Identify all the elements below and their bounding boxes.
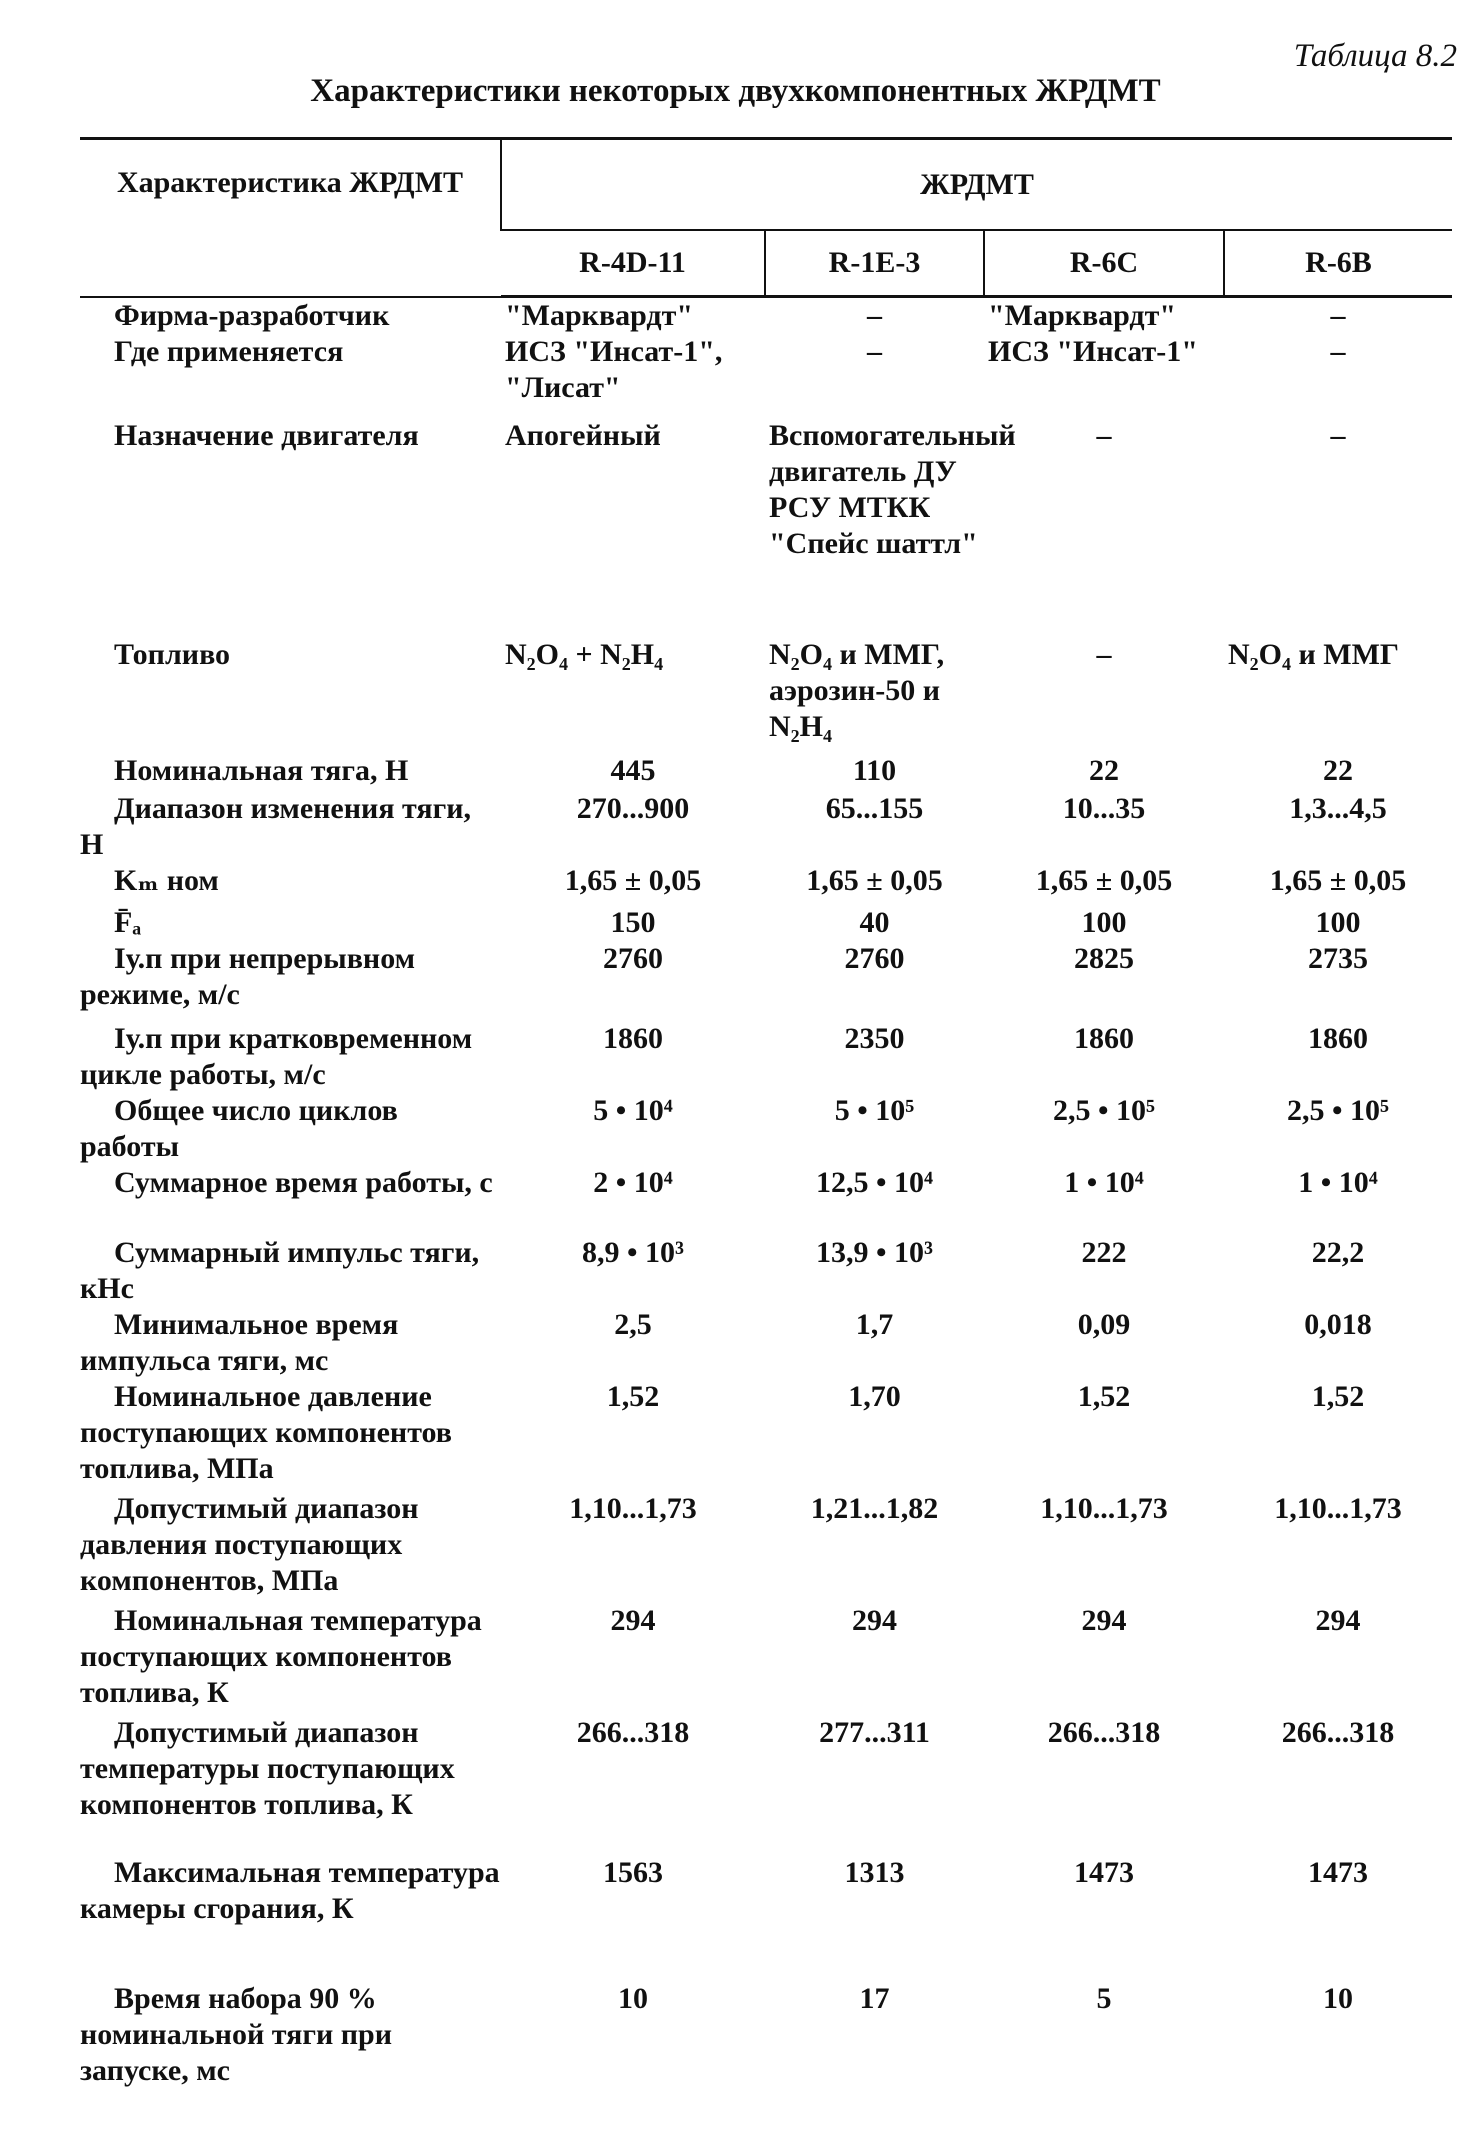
row-value: 40 <box>859 906 890 939</box>
row-value: 22 <box>1089 754 1119 787</box>
table-row <box>80 753 1452 791</box>
row-value: N₂O₄ и ММГ <box>1228 638 1399 671</box>
header-model-r6b: R-6B <box>1224 230 1452 297</box>
row-value: 110 <box>852 754 897 787</box>
table-row <box>80 1021 1452 1093</box>
row-characteristic: Топливо <box>114 638 231 671</box>
row-value: 294 <box>1081 1604 1127 1637</box>
row-value: 270...900 <box>576 792 690 825</box>
row-value: 5 • 10⁵ <box>834 1094 915 1127</box>
row-value: – <box>1096 419 1112 452</box>
row-value: 1,52 <box>1077 1380 1131 1413</box>
table-row <box>80 297 1452 335</box>
row-characteristic: Где применяется <box>114 335 344 368</box>
row-value: Вспомогательный двигатель ДУ РСУ МТКК "Спейс шаттл" <box>769 419 1016 560</box>
row-characteristic: Суммарное время работы, с <box>114 1166 493 1199</box>
row-value: 22,2 <box>1311 1236 1365 1269</box>
row-value: 1,65 ± 0,05 <box>1269 864 1407 897</box>
row-value: 294 <box>610 1604 656 1637</box>
row-characteristic: Диапазон изменения тяги, Н <box>80 792 472 861</box>
row-value: 150 <box>610 906 656 939</box>
row-characteristic: Фирма-разработчик <box>114 298 390 332</box>
row-value: 0,018 <box>1304 1308 1372 1341</box>
row-value: 1,3...4,5 <box>1289 792 1387 825</box>
row-characteristic: Iу.п при непрерывном режиме, м/с <box>80 942 416 1011</box>
row-value: 266...318 <box>1281 1716 1395 1749</box>
row-value: 1,65 ± 0,05 <box>1035 864 1173 897</box>
row-value: 5 <box>1096 1982 1112 2015</box>
row-value: 100 <box>1081 906 1127 939</box>
table-row <box>80 863 1452 905</box>
table-row <box>80 637 1452 753</box>
row-value: 65...155 <box>825 792 924 825</box>
row-value: 1,65 ± 0,05 <box>564 864 702 897</box>
header-model-r4d11: R-4D-11 <box>501 230 765 297</box>
row-value: 2,5 • 10⁵ <box>1287 1094 1389 1127</box>
row-value: 2,5 <box>614 1308 652 1341</box>
row-value: – <box>867 335 882 368</box>
header-model-r6c: R-6C <box>984 230 1224 297</box>
row-value: 12,5 • 10⁴ <box>816 1166 933 1199</box>
row-value: 10 <box>1323 1982 1353 2015</box>
row-value: 0,09 <box>1077 1308 1131 1341</box>
row-value: 1,52 <box>606 1380 660 1413</box>
table-row <box>80 1491 1452 1603</box>
row-value: 445 <box>610 754 656 787</box>
engine-characteristics-table <box>80 137 1452 2121</box>
row-characteristic: Общее число циклов работы <box>80 1094 398 1163</box>
table-row <box>80 791 1452 863</box>
row-characteristic: Допустимый диапазон давления поступающих компонентов, МПа <box>80 1492 419 1597</box>
row-value: Апогейный <box>505 419 661 452</box>
table-row <box>80 1379 1452 1491</box>
row-value: 2825 <box>1074 942 1134 975</box>
row-value: 13,9 • 10³ <box>816 1236 933 1269</box>
row-value: 5 • 10⁴ <box>593 1094 673 1127</box>
row-characteristic: Kₘ ном <box>114 864 219 897</box>
row-value: – <box>1330 335 1346 368</box>
row-value: "Марквардт" <box>988 299 1176 332</box>
table-row <box>80 1715 1452 1855</box>
row-value: 2760 <box>603 942 663 975</box>
table-title: Характеристики некоторых двухкомпонентных ЖРДМТ <box>310 73 1161 109</box>
row-characteristic: Допустимый диапазон температуры поступающих компонентов топлива, К <box>80 1716 455 1821</box>
row-value: "Марквардт" <box>505 299 693 332</box>
row-value: 1,52 <box>1311 1380 1365 1413</box>
row-characteristic: Минимальное время импульса тяги, мс <box>80 1308 399 1377</box>
row-characteristic: Время набора 90 % номинальной тяги при запуске, мс <box>80 1982 392 2087</box>
row-value: 222 <box>1081 1236 1127 1269</box>
table-row <box>80 1307 1452 1379</box>
row-value: 294 <box>1315 1604 1361 1637</box>
row-value: 1860 <box>1308 1022 1368 1055</box>
row-value: 1,21...1,82 <box>810 1492 939 1525</box>
row-value: 10...35 <box>1062 792 1146 825</box>
table-number: Таблица 8.2 <box>1293 38 1457 74</box>
row-value: N₂O₄ + N₂H₄ <box>505 638 664 671</box>
table-row <box>80 1235 1452 1307</box>
row-value: 1860 <box>1074 1022 1134 1055</box>
row-value: – <box>1330 299 1346 332</box>
row-value: 1,65 ± 0,05 <box>806 864 943 897</box>
row-value: 1 • 10⁴ <box>1298 1166 1378 1199</box>
row-value: ИСЗ "Инсат-1" <box>988 335 1198 368</box>
row-characteristic: Максимальная температура камеры сгорания, К <box>80 1856 500 1925</box>
row-value: 1,10...1,73 <box>569 1492 697 1525</box>
row-value: 1473 <box>1074 1856 1134 1889</box>
table-row <box>80 1981 1452 2121</box>
row-characteristic: Iу.п при кратковременном цикле работы, м/с <box>80 1022 473 1091</box>
row-value: 266...318 <box>1047 1716 1161 1749</box>
row-value: 100 <box>1315 906 1361 939</box>
row-value: 1473 <box>1308 1856 1368 1889</box>
row-value: 1,10...1,73 <box>1274 1492 1402 1525</box>
row-value: 10 <box>618 1982 648 2015</box>
row-value: 1563 <box>603 1856 663 1889</box>
table-row <box>80 905 1452 941</box>
row-value: – <box>1330 419 1346 452</box>
row-value: 2350 <box>844 1022 905 1055</box>
row-value: – <box>867 299 882 332</box>
table-row <box>80 334 1452 418</box>
header-model-r1e3: R-1E-3 <box>765 230 984 297</box>
row-characteristic: F̄ₐ <box>114 906 142 939</box>
row-value: 22 <box>1323 754 1353 787</box>
row-value: 17 <box>859 1982 890 2015</box>
row-value: 1 • 10⁴ <box>1064 1166 1144 1199</box>
row-value: 1,10...1,73 <box>1040 1492 1168 1525</box>
table-row <box>80 1093 1452 1165</box>
row-value: 1,7 <box>855 1308 894 1341</box>
row-value: 294 <box>852 1604 897 1637</box>
row-characteristic: Номинальная тяга, Н <box>114 754 409 787</box>
row-value: 2760 <box>844 942 905 975</box>
row-value: 1860 <box>603 1022 663 1055</box>
row-characteristic: Суммарный импульс тяги, кНс <box>80 1236 480 1305</box>
row-value: 1313 <box>844 1856 905 1889</box>
table-row <box>80 1603 1452 1715</box>
header-feature: Характеристика ЖРДМТ <box>80 139 501 297</box>
table-row <box>80 1165 1452 1235</box>
table-row <box>80 1855 1452 1981</box>
header-group: ЖРДМТ <box>501 139 1452 231</box>
row-value: 277...311 <box>819 1716 930 1749</box>
row-value: 2 • 10⁴ <box>593 1166 673 1199</box>
table-body <box>80 297 1452 2122</box>
row-value: 8,9 • 10³ <box>582 1236 684 1269</box>
row-characteristic: Назначение двигателя <box>114 419 419 452</box>
row-characteristic: Номинальная температура поступающих компонентов топлива, К <box>80 1604 482 1709</box>
row-value: ИСЗ "Инсат-1", "Лисат" <box>505 335 723 404</box>
table-row <box>80 941 1452 1021</box>
row-value: N₂O₄ и ММГ, аэрозин-50 и N₂H₄ <box>769 638 945 743</box>
row-value: 1,70 <box>848 1380 901 1413</box>
table-row <box>80 418 1452 637</box>
row-value: 2,5 • 10⁵ <box>1053 1094 1155 1127</box>
row-value: – <box>1096 638 1112 671</box>
row-characteristic: Номинальное давление поступающих компонентов топлива, МПа <box>80 1380 452 1485</box>
row-value: 2735 <box>1308 942 1368 975</box>
row-value: 266...318 <box>576 1716 690 1749</box>
